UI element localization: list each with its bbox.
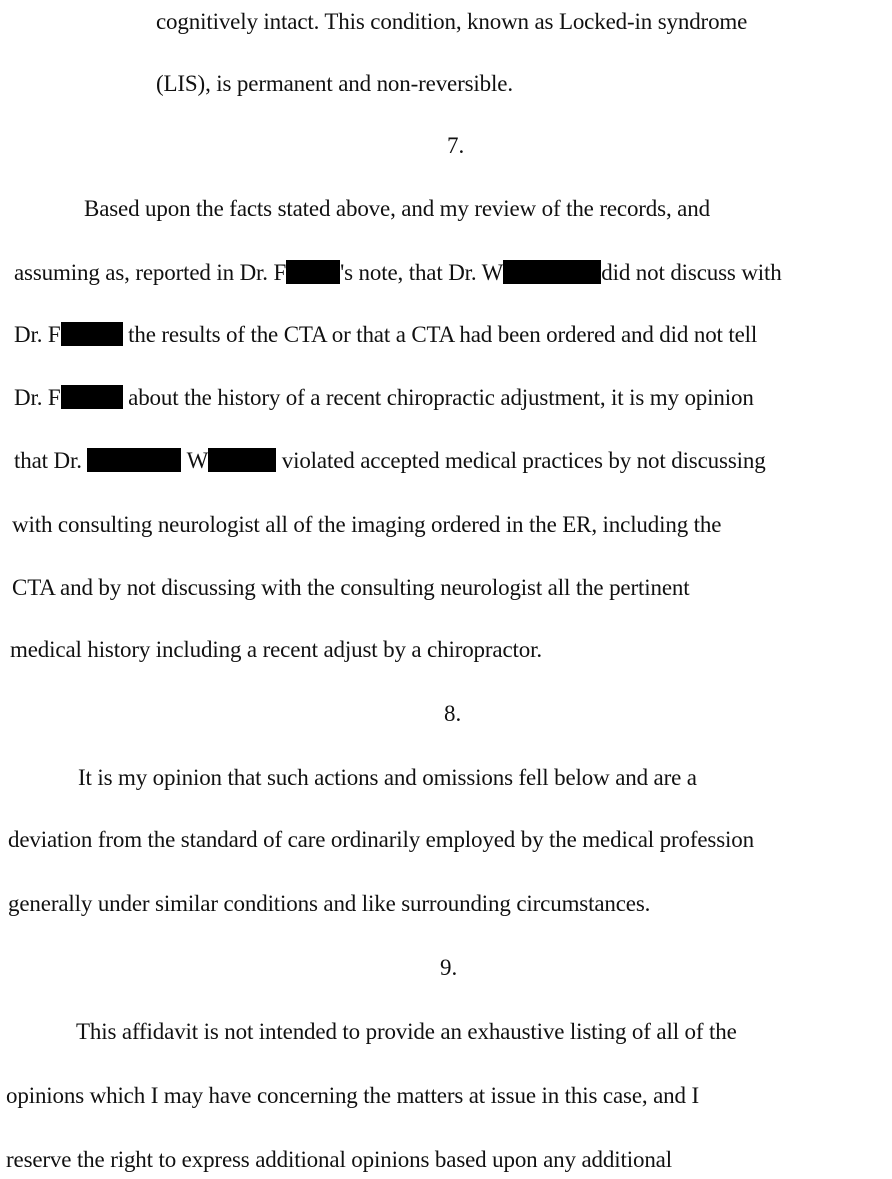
redaction-bar <box>61 385 123 409</box>
redaction-bar <box>87 448 181 472</box>
text-line-6 <box>14 384 754 412</box>
redaction-bar <box>208 448 276 472</box>
text-line-1: cognitively intact. This condition, known as Locked-in syndrome <box>156 9 748 34</box>
text-line-15: opinions which I may have concerning the matters at issue in this case, and I <box>6 1083 699 1108</box>
text-line-12: deviation from the standard of care ordinarily employed by the medical profession <box>8 827 754 852</box>
text-line-9: CTA and by not discussing with the consulting neurologist all the pertinent <box>12 575 690 600</box>
text-line-16: reserve the right to express additional opinions based upon any additional <box>6 1147 672 1172</box>
text-line-3: Based upon the facts stated above, and my review of the records, and <box>84 196 710 221</box>
text-line-7 <box>14 447 766 475</box>
text-segment: violated accepted medical practices by not discussing <box>276 448 766 473</box>
text-segment: Dr. F <box>14 385 61 410</box>
text-line-8: with consulting neurologist all of the imaging ordered in the ER, including the <box>12 512 722 537</box>
text-segment: did not discuss with <box>601 260 782 285</box>
text-line-10: medical history including a recent adjust by a chiropractor. <box>10 637 542 662</box>
redaction-bar <box>61 322 123 346</box>
text-segment: that Dr. <box>14 448 88 473</box>
text-segment: assuming as, reported in Dr. F <box>14 260 287 285</box>
text-line-11: It is my opinion that such actions and omissions fell below and are a <box>78 765 697 790</box>
text-line-2: (LIS), is permanent and non-reversible. <box>156 71 513 96</box>
redaction-bar <box>286 260 340 284</box>
text-segment: W <box>181 448 209 473</box>
text-segment: the results of the CTA or that a CTA had been ordered and did not tell <box>122 322 758 347</box>
redaction-bar <box>503 260 601 284</box>
text-line-14: This affidavit is not intended to provide an exhaustive listing of all of the <box>76 1019 737 1044</box>
text-segment: about the history of a recent chiropractic adjustment, it is my opinion <box>122 385 754 410</box>
text-segment: Dr. F <box>14 322 61 347</box>
text-line-5 <box>14 321 757 349</box>
paragraph-number-8: 8. <box>444 701 462 726</box>
text-line-13: generally under similar conditions and like surrounding circumstances. <box>8 891 651 916</box>
text-line-4 <box>14 259 782 287</box>
paragraph-number-7: 7. <box>447 133 465 158</box>
paragraph-number-9: 9. <box>440 955 458 980</box>
text-segment: 's note, that Dr. W <box>340 260 504 285</box>
